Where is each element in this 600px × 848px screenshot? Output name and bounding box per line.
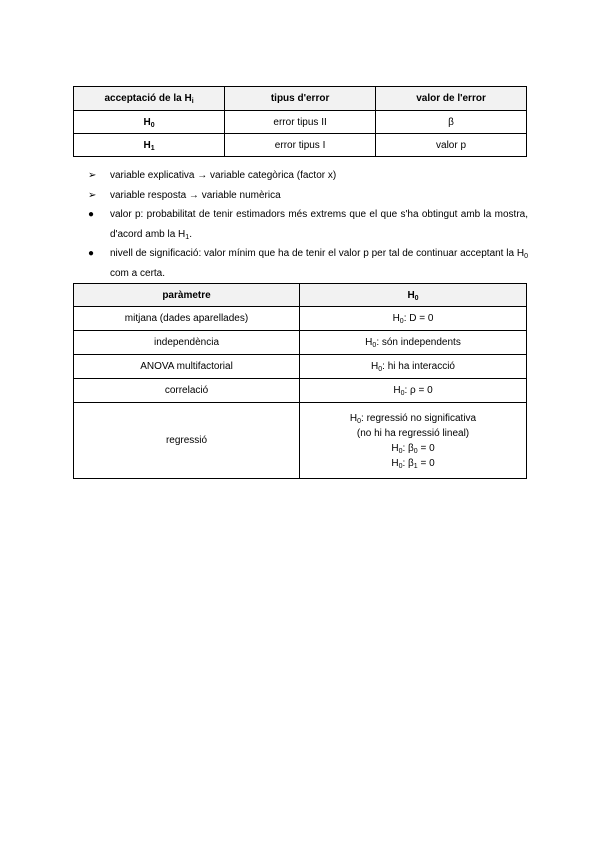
table-row — [74, 403, 527, 479]
header-error-value: valor de l'error — [376, 87, 527, 111]
table-row — [74, 379, 527, 403]
table-row — [74, 307, 527, 331]
header-error-type: tipus d'error — [225, 87, 376, 111]
notes-list — [88, 166, 528, 283]
arrow-bullet-icon: ➢ — [88, 170, 97, 181]
error-value-cell: β — [376, 111, 527, 134]
hypothesis-cell: $H_0$ — [74, 111, 225, 134]
error-types-table — [73, 86, 527, 157]
parameter-cell: independència — [74, 331, 300, 355]
list-item: ➢ variable resposta → variable numèrica — [88, 186, 528, 206]
dot-bullet-icon: ● — [88, 248, 95, 259]
parameter-cell: ANOVA multifactorial — [74, 355, 300, 379]
table-header-row — [74, 87, 527, 111]
header-acceptance: acceptació de la $H_i$ — [74, 87, 225, 111]
list-item: ● valor p: probabilitat de tenir estimadors més extrems que el que s'ha obtingut amb la mostra, d'acord amb la $H_1$. — [88, 205, 528, 244]
h0-cell: $H_0$: són independents — [300, 331, 527, 355]
table-row — [74, 111, 527, 134]
hypothesis-cell: $H_1$ — [74, 134, 225, 157]
h0-cell: $H_0$: ρ = 0 — [300, 379, 527, 403]
h0-cell: $H_0$: regressió no significativa (no hi ha regressió lineal) $H_0$: $\beta_0 = 0$ $H_0$: $\beta_1 = 0$ — [300, 403, 527, 479]
dot-bullet-icon: ● — [88, 209, 95, 220]
h0-cell: $H_0$: D = 0 — [300, 307, 527, 331]
arrow-bullet-icon: ➢ — [88, 189, 97, 201]
header-parameter: paràmetre — [74, 284, 300, 307]
header-h0: $H_0$ — [300, 284, 527, 307]
table-header-row — [74, 284, 527, 307]
table-row — [74, 331, 527, 355]
table-row — [74, 355, 527, 379]
table-row — [74, 134, 527, 157]
h0-cell: $H_0$: hi ha interacció — [300, 355, 527, 379]
parameter-cell: correlació — [74, 379, 300, 403]
parameter-cell: mitjana (dades aparellades) — [74, 307, 300, 331]
parameter-cell: regressió — [74, 403, 300, 479]
error-type-cell: error tipus II — [225, 111, 376, 134]
list-item: ● nivell de significació: valor mínim que ha de tenir el valor p per tal de continuar acceptant la $H_0$ com a certa. — [88, 244, 528, 283]
hypothesis-table — [73, 283, 527, 479]
list-item: ➢ variable explicativa → variable categòrica (factor x) — [88, 166, 528, 186]
error-value-cell: valor p — [376, 134, 527, 157]
error-type-cell: error tipus I — [225, 134, 376, 157]
